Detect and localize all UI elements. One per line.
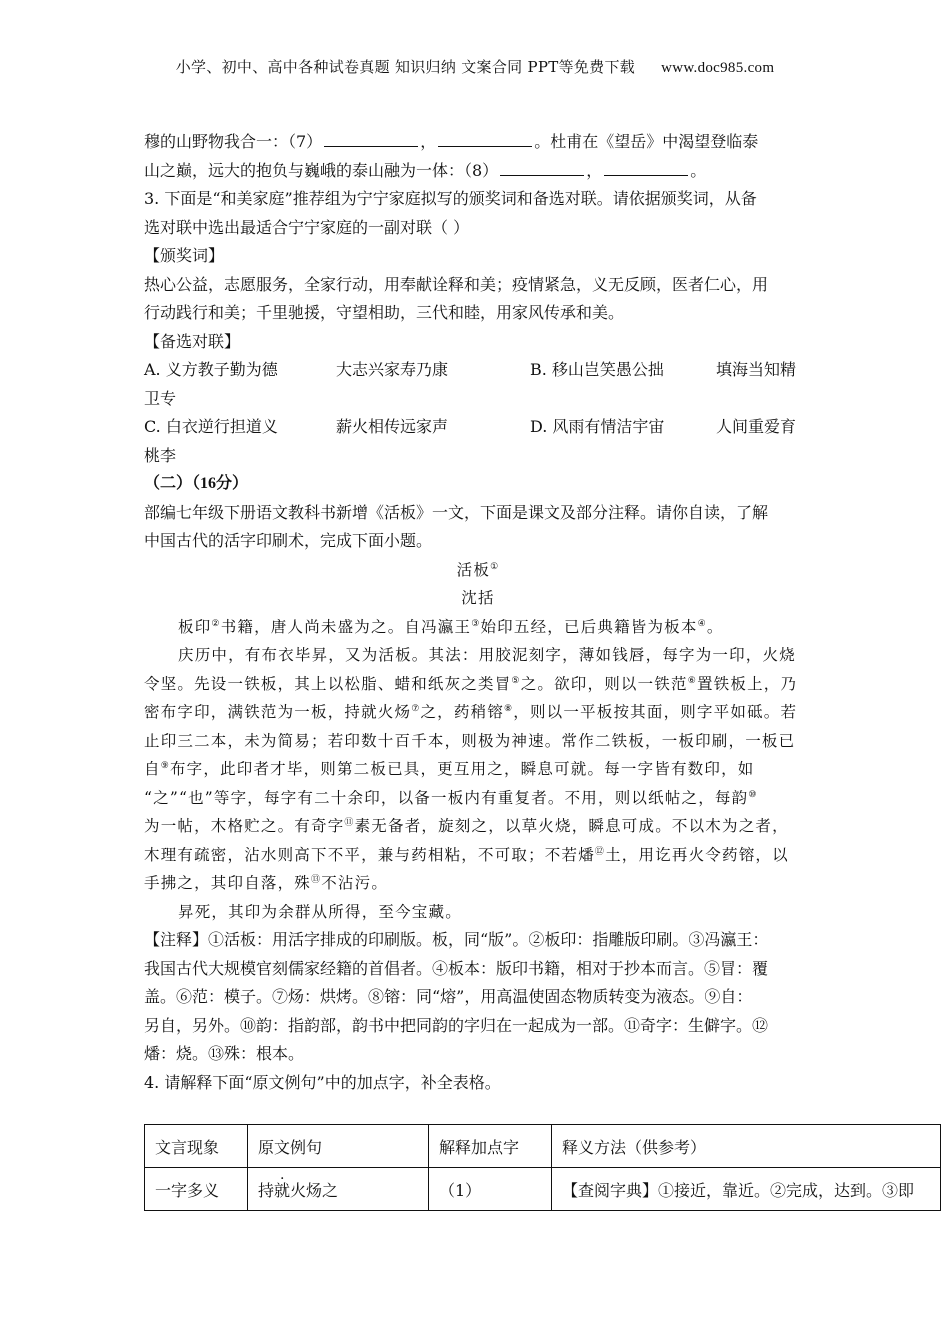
award-text-1: 热心公益，志愿服务，全家行动，用奉献诠释和美；疫情紧急，义无反顾，医者仁心，用 (144, 274, 769, 294)
passage-p2-line-9 (144, 869, 812, 898)
q4-table (144, 1124, 941, 1211)
footnote-mark: ① (490, 561, 500, 572)
text-segment: ， (586, 160, 603, 180)
text-segment: 之。欲印，则以一铁范 (520, 674, 688, 693)
text-segment: 始印五经，已后典籍皆为板本 (480, 617, 698, 636)
answer-blank-8a[interactable] (500, 158, 584, 176)
footnote-mark: ⑫ (594, 846, 606, 857)
text-segment: 密布字印，满铁范为一板，持就火炀 (144, 703, 412, 721)
footnote-mark: ② (211, 618, 221, 629)
award-text-2: 行动践行和美；千里驰援，守望相助，三代和睦，用家风传承和美。 (144, 303, 625, 322)
passage-p2-line-5 (144, 755, 812, 784)
header-url[interactable]: www.doc985.com (661, 60, 775, 76)
footnote-mark: ⑪ (344, 817, 355, 828)
text-segment: ， (420, 132, 437, 151)
option-b-wrap: 卫专 (144, 388, 177, 408)
notes-line-5: 燔：烧。⑬殊：根本。 (144, 1044, 305, 1063)
table-header-cell: 解释加点字 (429, 1125, 552, 1168)
passage-p2-line-4: 止印三二本，未为简易；若印数十百千本，则极为神速。常作二铁板，一板印刷，一板已 (144, 731, 796, 750)
q3-stem-2: 选对联中选出最适合宁宁家庭的一副对联（ ） (144, 217, 470, 237)
header-text: 小学、初中、高中各种试卷真题 知识归纳 文案合同 PPT等免费下载 (175, 58, 636, 76)
text-segment: 置铁板上，乃 (696, 674, 798, 693)
table-header-cell: 原文例句 (248, 1125, 429, 1168)
phenomenon-cell: 一字多义 (145, 1168, 248, 1211)
passage-p2-line-3 (144, 698, 812, 727)
text-segment: 手拂之，其印自落，殊 (144, 874, 312, 892)
couplet-label: 【备选对联】 (144, 331, 241, 351)
table-header-cell: 文言现象 (145, 1125, 248, 1168)
option-b-second: 填海当知精 (716, 360, 797, 379)
text-segment: 布字，此印者才毕，则第二板已具，更互用之，瞬息可就。每一字皆有数印，如 (169, 760, 755, 778)
content-body (144, 128, 812, 1097)
text-segment: 板印 (178, 617, 212, 636)
text-segment: 不沾污。 (321, 874, 389, 892)
text-segment: 土，用讫再火令药镕，以 (605, 845, 789, 864)
option-d-wrap: 桃李 (144, 445, 177, 465)
option-d-second: 人间重爱育 (716, 417, 797, 436)
award-label: 【颁奖词】 (144, 246, 225, 265)
text-segment: 木理有疏密，沾水则高下不平，兼与药相粘，不可取；不若燔 (144, 845, 595, 864)
text-segment: 持 (258, 1180, 275, 1200)
passage-p2-line-7 (144, 812, 812, 841)
text-segment: 。杜甫在《望岳》中渴望登临泰 (534, 132, 759, 151)
text-segment: 之，药稍镕 (420, 703, 504, 721)
notes-line-1: 【注释】①活板：用活字排成的印刷版。板，同“版”。②板印：指雕版印刷。③冯瀛王： (144, 930, 769, 949)
text-segment: 。 (690, 160, 707, 180)
passage-p2-line-2 (144, 670, 812, 699)
passage-p2-line-8 (144, 841, 812, 870)
passage-p3: 昇死，其印为余群从所得，至今宝藏。 (178, 902, 462, 921)
text-segment: 穆的山野物我合一：（7） (144, 132, 323, 151)
option-b[interactable]: B. 移山岂笑愚公拙 (530, 360, 664, 379)
text-segment: 素无备者，旋刻之，以草火烧，瞬息可成。不以木为之者， (354, 817, 789, 835)
text-segment: 山之巅，远大的抱负与巍峨的泰山融为一体：（8） (144, 160, 499, 180)
footnote-mark: ⑧ (504, 703, 514, 714)
table-header-row (145, 1125, 941, 1168)
answer-cell[interactable]: （1） (429, 1168, 552, 1211)
text-segment: 令坚。先设一铁板，其上以松脂、蜡和纸灰之类冒 (144, 674, 512, 693)
option-a[interactable]: A. 义方教子勤为德 (144, 360, 278, 379)
table-header-cell: 释义方法（供参考） (552, 1125, 941, 1168)
answer-blank-7b[interactable] (438, 129, 532, 147)
poem-blank-line-1 (144, 128, 812, 157)
text-segment: 为一帖，木格贮之。有奇字 (144, 817, 345, 835)
poem-blank-line-2 (144, 157, 812, 186)
page-header (0, 56, 950, 77)
options-row-ab (144, 356, 812, 385)
text-segment: “之”“也”等字，每字有二十余印，以备一板内有重复者。不用，则以纸帖之，每韵 (144, 788, 749, 807)
notes-line-2: 我国古代大规模官刻儒家经籍的首倡者。④板本：版印书籍，相对于抄本而言。⑤冒：覆 (144, 958, 769, 978)
options-row-cd (144, 413, 812, 442)
passage-p2-line-6 (144, 784, 812, 813)
answer-blank-7a[interactable] (324, 129, 418, 147)
footnote-mark: ⑦ (411, 703, 421, 714)
method-cell: 【查阅字典】①接近，靠近。②完成，达到。③即 (552, 1168, 941, 1211)
notes-line-4: 另自，另外。⑩韵：指韵部，韵书中把同韵的字归在一起成为一部。⑪奇字：生僻字。⑫ (144, 1015, 769, 1035)
passage-title-text: 活板 (456, 560, 491, 579)
notes-line-3: 盖。⑥范：模子。⑦炀：烘烤。⑧镕：同“熔”，用高温使固态物质转变为液态。⑨自： (144, 987, 753, 1006)
table-row (145, 1168, 941, 1211)
dotted-character: 就 (274, 1180, 291, 1200)
text-segment: 书籍，唐人尚未盛为之。自冯瀛王 (220, 617, 472, 636)
q3-stem-1: 3. 下面是“和美家庭”推荐组为宁宁家庭拟写的颁奖词和备选对联。请依据颁奖词，从备 (144, 189, 757, 208)
text-segment: 。 (706, 617, 724, 636)
sentence-cell (248, 1168, 429, 1211)
passage-p2-line-1: 庆历中，有布衣毕昇，又为活板。其法：用胶泥刻字，薄如钱唇，每字为一印，火烧 (178, 646, 796, 664)
text-segment: 自 (144, 760, 161, 778)
footnote-mark: ⑩ (748, 789, 758, 800)
passage-p1 (144, 613, 812, 642)
option-d[interactable]: D. 风雨有情洁宇宙 (530, 417, 665, 436)
footnote-mark: ⑥ (687, 675, 697, 686)
answer-blank-8b[interactable] (604, 158, 688, 176)
section-2-title: （二）（16分） (144, 475, 249, 492)
footnote-mark: ⑤ (511, 675, 521, 686)
footnote-mark: ⑬ (311, 874, 322, 885)
passage-author: 沈括 (461, 589, 495, 607)
footnote-mark: ④ (697, 618, 707, 629)
text-segment: ，则以一平板按其面，则字平如砥。若 (513, 703, 798, 721)
text-segment: 火炀之 (290, 1180, 339, 1200)
footnote-mark: ③ (471, 618, 481, 629)
section-2-intro-2: 中国古代的活字印刷术，完成下面小题。 (144, 531, 433, 550)
option-c-second: 薪火相传远家声 (336, 417, 449, 436)
footnote-mark: ⑨ (160, 760, 170, 771)
q4-stem: 4. 请解释下面“原文例句”中的加点字，补全表格。 (144, 1072, 501, 1092)
option-a-second: 大志兴家寿乃康 (336, 360, 449, 379)
option-c[interactable]: C. 白衣逆行担道义 (144, 417, 278, 436)
passage-title (144, 556, 812, 585)
section-2-intro-1: 部编七年级下册语文教科书新增《活板》一文，下面是课文及部分注释。请你自读，了解 (144, 502, 769, 522)
